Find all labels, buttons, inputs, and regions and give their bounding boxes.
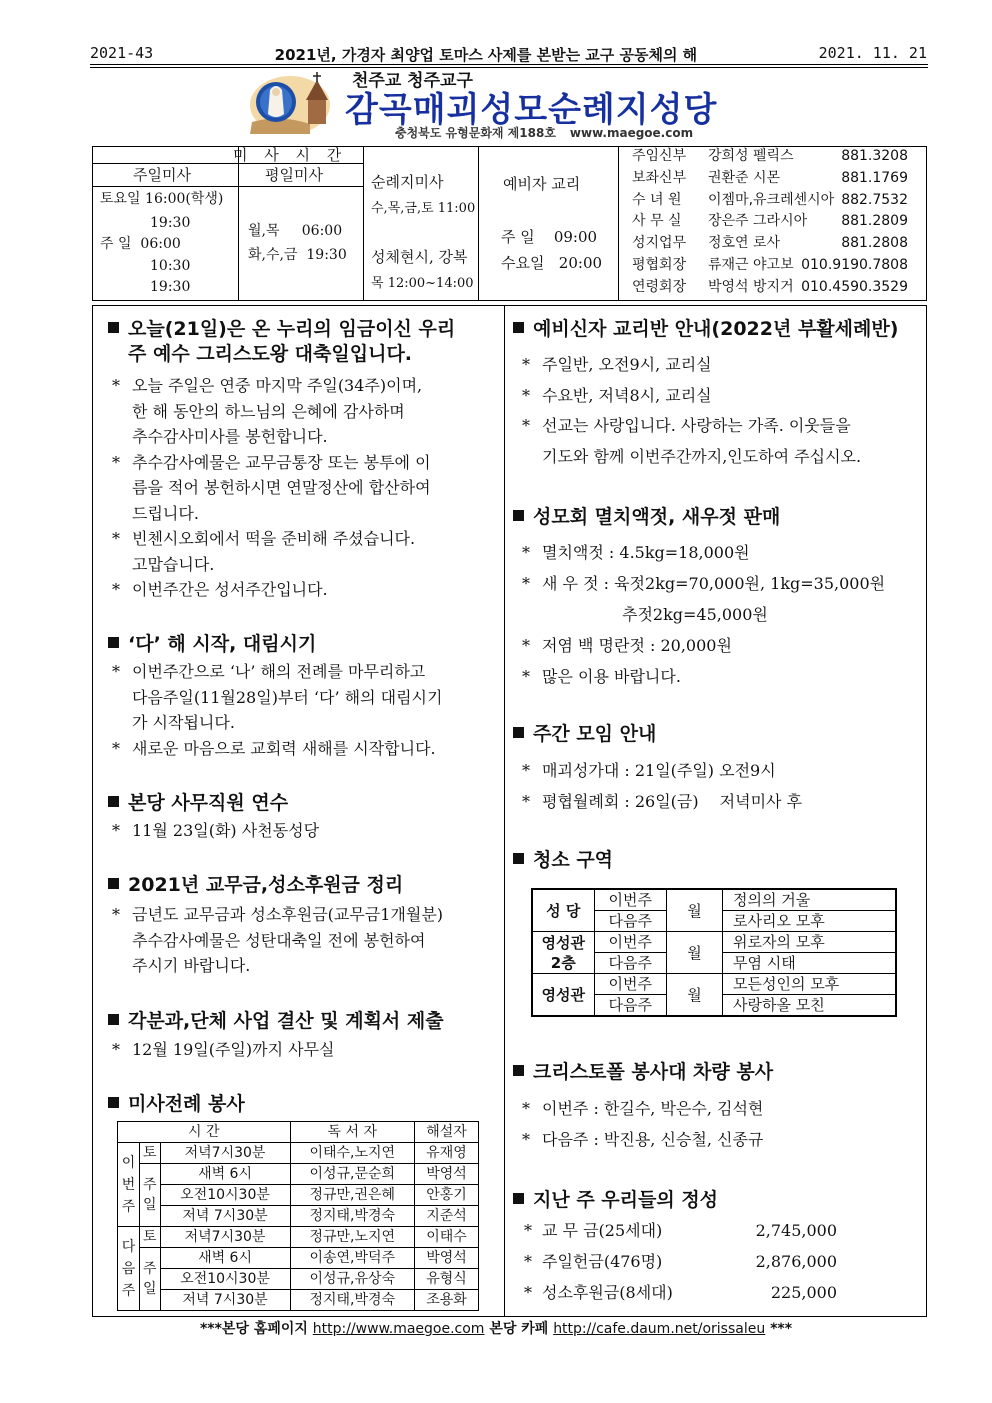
cleaning-group: 무염 시태 (723, 953, 896, 974)
cleaning-group: 사랑하올 모친 (723, 995, 896, 1017)
sauce-item (522, 568, 885, 599)
liturgy-time: 오전10시30분 (160, 1185, 290, 1206)
section-catechism-title: 예비신자 교리반 안내(2022년 부활세례반) (513, 317, 898, 342)
cafe-link[interactable]: http://cafe.daum.net/orissaleu (553, 1321, 766, 1337)
cleaning-group: 위로자의 모후 (723, 932, 896, 953)
liturgy-time: 저녁7시30분 (160, 1227, 290, 1248)
liturgy-head-comm: 해설자 (415, 1122, 479, 1143)
cleaning-group: 정의의 거울 (723, 889, 896, 911)
liturgy-time: 저녁 7시30분 (160, 1206, 290, 1227)
homepage-link[interactable]: http://www.maegoe.com (312, 1321, 485, 1337)
year-motto: 2021년, 가경자 최양업 토마스 사제를 본받는 교구 공동체의 해 (274, 46, 698, 64)
feast-item-text: 오늘 주일은 연중 마지막 주일(34주)이며, (132, 376, 423, 395)
report-item (112, 1037, 334, 1063)
liturgy-commentator: 유형식 (415, 1269, 479, 1290)
table-row (118, 1185, 479, 1206)
catechism-item-text: 선교는 사랑입니다. 사랑하는 가족. 이웃들을 (542, 416, 851, 435)
offering-amount: 2,745,000 (755, 1221, 837, 1240)
cleaning-place: 영성관 2층 (532, 932, 594, 974)
liturgy-day (140, 1248, 161, 1311)
staff-name: 박영석 방지거 (708, 278, 794, 295)
catechism-item-text: 주일반, 오전9시, 교리실 (542, 355, 712, 374)
top-line (90, 44, 927, 65)
bullet-star-icon: * (112, 1040, 120, 1059)
feast-item (112, 450, 431, 476)
table-row (532, 974, 896, 995)
training-item (112, 818, 319, 844)
cleaning-group: 로사리오 모후 (723, 911, 896, 932)
weekday-mass-label: 평일미사 (265, 166, 323, 184)
section-advent-items (112, 659, 442, 761)
sauce-item (522, 630, 885, 661)
feast-item (112, 424, 431, 450)
feast-item-text: 한 해 동안의 하느님의 은혜에 감사하며 (132, 401, 405, 421)
liturgy-commentator: 박영석 (415, 1164, 479, 1185)
footer-suffix: *** (770, 1321, 793, 1337)
bullet-star-icon: * (112, 452, 120, 472)
sunday-row-2: 주 일 06:00 (100, 236, 181, 252)
bullet-star-icon: * (112, 662, 120, 681)
cleaning-week: 이번주 (594, 932, 667, 953)
dues-item-text: 추수감사예물은 성탄대축일 전에 봉헌하여 (132, 930, 426, 950)
catechism-item-text: 수요반, 저녁8시, 교리실 (542, 385, 712, 405)
issue-date: 2021. 11. 21 (818, 44, 927, 62)
staff-phone: 881.1769 (841, 169, 908, 186)
staff-role: 보좌신부 (632, 169, 687, 186)
feast-item-text: 이번주간은 성서주간입니다. (132, 580, 328, 599)
bullet-star-icon: * (112, 821, 120, 840)
liturgy-day (140, 1164, 161, 1227)
dues-item (112, 902, 443, 928)
liturgy-head-time: 시 간 (118, 1122, 291, 1143)
pilgrim-mass-time: 수,목,금,토 11:00 (371, 201, 476, 216)
liturgy-week (118, 1227, 140, 1311)
adoration-label: 성체현시, 강복 (371, 248, 468, 266)
footer-middle: 본당 카페 (489, 1321, 549, 1337)
offering-amount: 2,876,000 (755, 1252, 837, 1271)
section-sauce-items (522, 537, 885, 692)
top-rule-2 (90, 67, 928, 68)
advent-item (112, 685, 442, 711)
advent-item (112, 710, 442, 736)
offering-label: 주일헌금(476명) (542, 1252, 663, 1271)
dues-item (112, 953, 443, 979)
staff-role: 사 무 실 (632, 213, 682, 230)
bullet-star-icon: * (112, 580, 120, 599)
section-liturgy-title: 미사전례 봉사 (108, 1092, 245, 1117)
liturgy-time: 새벽 6시 (160, 1164, 290, 1185)
advent-item-text: 다음주일(11월28일)부터 ‘다’ 해의 대림시기 (132, 687, 443, 707)
table-row (118, 1143, 479, 1164)
parish-subtitle (395, 124, 693, 141)
liturgy-commentator: 박영석 (415, 1248, 479, 1269)
advent-item (112, 659, 442, 685)
catechumen-label: 예비자 교리 (503, 175, 581, 193)
section-meetings-title: 주간 모임 안내 (513, 722, 656, 747)
week-char: 번 (121, 1176, 136, 1193)
advent-item (112, 736, 442, 762)
bullet-star-icon: * (112, 738, 120, 758)
staff-name: 강희성 펠릭스 (708, 148, 794, 164)
pilgrim-mass-label: 순례지미사 (371, 173, 444, 191)
section-feast-items (112, 373, 431, 603)
adoration-time: 목 12:00~14:00 (371, 276, 474, 291)
liturgy-readers: 이성규,문순희 (290, 1164, 414, 1185)
cleaning-day: 월 (667, 932, 723, 974)
staff-phone: 010.9190.7808 (801, 257, 908, 273)
sauce-item (522, 537, 885, 568)
section-catechism-items (522, 350, 861, 472)
sunday-row-3: 10:30 (150, 258, 191, 274)
staff-name: 정호연 로사 (708, 235, 781, 252)
section-offering-title: 지난 주 우리들의 정성 (513, 1188, 718, 1213)
liturgy-readers: 이성규,유상숙 (290, 1269, 414, 1290)
meeting-item-text: 평협월례회 : 26일(금) 저녁미사 후 (542, 792, 803, 811)
feast-item-text: 빈첸시오회에서 떡을 준비해 주셨습니다. (132, 529, 416, 548)
bullet-star-icon: * (522, 761, 530, 780)
offering-label: 교 무 금(25세대) (542, 1221, 663, 1240)
catechism-item (522, 411, 861, 442)
advent-item-text: 이번주간으로 ‘나’ 해의 전례를 마무리하고 (132, 662, 426, 681)
liturgy-time: 저녁 7시30분 (160, 1290, 290, 1311)
staff-phone: 881.2808 (841, 235, 908, 252)
cleaning-table (531, 888, 897, 1017)
dues-item-text: 금년도 교무금과 성소후원금(교무금1개월분) (132, 905, 444, 924)
vehicle-item-text: 다음주 : 박진용, 신승철, 신종규 (542, 1130, 764, 1149)
advent-item-text: 가 시작됩니다. (132, 713, 235, 732)
section-cleaning-title: 청소 구역 (513, 848, 613, 873)
info-box (92, 146, 927, 301)
parish-logo-icon (250, 70, 342, 136)
footer-prefix: ***본당 홈페이지 (199, 1321, 308, 1337)
day-char: 주 (143, 1261, 157, 1277)
footer (0, 1318, 992, 1338)
catechumen-row-1: 수요일 20:00 (501, 254, 603, 272)
feast-item (112, 475, 431, 501)
section-feast-title: 오늘(21일)은 온 누리의 임금이신 우리 주 예수 그리스도왕 대축일입니다. (108, 317, 455, 366)
staff-phone: 882.7532 (841, 191, 908, 208)
staff-name: 권환준 시몬 (708, 169, 781, 186)
cleaning-day: 월 (667, 889, 723, 932)
weekday-row-1: 화,수,금 19:30 (248, 247, 347, 263)
section-training-title: 본당 사무직원 연수 (108, 791, 288, 816)
cleaning-place: 성 당 (532, 889, 594, 932)
staff-name: 장은주 그라시아 (708, 213, 808, 230)
table-row (118, 1206, 479, 1227)
liturgy-commentator: 안홍기 (415, 1185, 479, 1206)
staff-role: 평협회장 (632, 257, 687, 273)
feast-item-text: 고맙습니다. (132, 554, 215, 574)
bullet-star-icon: * (522, 792, 530, 811)
staff-role: 주임신부 (632, 148, 687, 164)
feast-item (112, 577, 431, 603)
staff-phone: 010.4590.3529 (801, 278, 908, 295)
cleaning-group: 모든성인의 모후 (723, 974, 896, 995)
liturgy-readers: 이송연,박덕주 (290, 1248, 414, 1269)
cleaning-week: 다음주 (594, 911, 667, 932)
liturgy-time: 오전10시30분 (160, 1269, 290, 1290)
section-vehicle-title: 크리스토폴 봉사대 차량 봉사 (513, 1060, 773, 1085)
bullet-star-icon: * (522, 543, 530, 562)
bullet-star-icon: * (522, 385, 530, 405)
feast-item (112, 526, 431, 552)
feast-item (112, 373, 431, 399)
sunday-row-4: 19:30 (150, 279, 191, 295)
day-char: 일 (143, 1281, 157, 1297)
bullet-star-icon: * (112, 905, 120, 924)
sauce-item-text: 저염 백 명란젓 : 20,000원 (542, 636, 732, 655)
issue-number: 2021-43 (90, 44, 154, 62)
dues-item-text: 주시기 바랍니다. (132, 956, 251, 975)
sauce-item-text: 추젓2kg=45,000원 (542, 605, 768, 624)
table-row (532, 932, 896, 953)
feast-item-text: 추수감사예물은 교무금통장 또는 봉투에 이 (132, 452, 431, 472)
advent-item-text: 새로운 마음으로 교회력 새해를 시작합니다. (132, 738, 436, 758)
liturgy-readers: 정지태,박경숙 (290, 1206, 414, 1227)
liturgy-commentator: 조용화 (415, 1290, 479, 1311)
dues-item (112, 928, 443, 954)
staff-role: 연령회장 (632, 278, 687, 295)
bullet-star-icon: * (522, 574, 530, 593)
report-item-text: 12월 19일(주일)까지 사무실 (132, 1040, 335, 1059)
weekday-row-0: 월,목 06:00 (248, 223, 343, 239)
table-row (118, 1164, 479, 1185)
staff-role: 수 녀 원 (632, 191, 682, 208)
table-row (118, 1227, 479, 1248)
liturgy-readers: 이태수,노지연 (290, 1143, 414, 1164)
meeting-item (522, 755, 802, 786)
feast-item-text: 름을 적어 봉헌하시면 연말정산에 합산하여 (132, 478, 431, 497)
table-row (118, 1290, 479, 1311)
staff-phone: 881.3208 (841, 148, 908, 164)
catechism-item (522, 350, 861, 381)
staff-role: 성지업무 (632, 235, 687, 252)
staff-phone: 881.2809 (841, 213, 908, 230)
sauce-item-text: 멸치액젓 : 4.5kg=18,000원 (542, 543, 750, 562)
parish-name: 감곡매괴성모순례지성당 (345, 90, 718, 130)
feast-item (112, 399, 431, 425)
section-report-items (112, 1037, 334, 1063)
liturgy-head-readers: 독 서 자 (290, 1122, 414, 1143)
day-char: 일 (143, 1197, 157, 1213)
table-row (532, 889, 896, 911)
cleaning-place: 영성관 (532, 974, 594, 1017)
training-item-text: 11월 23일(화) 사천동성당 (132, 821, 320, 840)
bullet-star-icon: * (524, 1283, 532, 1302)
vehicle-item (522, 1093, 763, 1124)
staff-name: 이젬마,유크레센시아 (708, 191, 835, 208)
cleaning-day: 월 (667, 974, 723, 1017)
feast-item (112, 501, 431, 527)
bullet-star-icon: * (522, 636, 530, 655)
liturgy-readers: 정지태,박경숙 (290, 1290, 414, 1311)
vehicle-item (522, 1124, 763, 1155)
staff-name: 류재근 야고보 (708, 257, 794, 273)
bullet-star-icon: * (522, 1130, 530, 1149)
cleaning-week: 이번주 (594, 889, 667, 911)
sunday-row-0: 토요일 16:00(학생) (100, 191, 224, 207)
bullet-star-icon: * (522, 667, 530, 686)
section-vehicle-items (522, 1093, 763, 1155)
week-char: 다 (121, 1238, 136, 1255)
bullet-star-icon: * (524, 1252, 532, 1271)
cleaning-week: 다음주 (594, 995, 667, 1017)
top-rule (90, 64, 928, 65)
catechumen-row-0: 주 일 09:00 (501, 228, 598, 246)
sunday-mass-label: 주일미사 (133, 166, 191, 184)
table-row (118, 1269, 479, 1290)
week-char: 주 (121, 1282, 136, 1299)
table-row (118, 1248, 479, 1269)
cleaning-week: 이번주 (594, 974, 667, 995)
catechism-item-text: 기도와 함께 이번주간까지,인도하여 주십시오. (542, 446, 862, 466)
liturgy-time: 저녁7시30분 (160, 1143, 290, 1164)
website-label: www.maegoe.com (569, 126, 694, 140)
heritage-label: 충청북도 유형문화재 제188호 (395, 126, 556, 140)
week-char: 음 (121, 1260, 136, 1277)
sauce-item-text: 새 우 젓 : 육젓2kg=70,000원, 1kg=35,000원 (542, 574, 886, 593)
liturgy-commentator: 유재영 (415, 1143, 479, 1164)
bullet-star-icon: * (524, 1221, 532, 1240)
liturgy-week (118, 1143, 140, 1227)
liturgy-commentator: 이태수 (415, 1227, 479, 1248)
catechism-item (522, 442, 861, 473)
section-dues-title: 2021년 교무금,성소후원금 정리 (108, 873, 403, 898)
offering-label: 성소후원금(8세대) (542, 1283, 673, 1302)
bullet-star-icon: * (522, 355, 530, 374)
bullet-star-icon: * (112, 529, 120, 548)
cleaning-week: 다음주 (594, 953, 667, 974)
liturgy-table (117, 1121, 479, 1311)
vehicle-item-text: 이번주 : 한길수, 박은수, 김석현 (542, 1099, 764, 1118)
day-char: 주 (143, 1177, 157, 1193)
catechism-item (522, 381, 861, 412)
feast-item-text: 추수감사미사를 봉헌합니다. (132, 427, 328, 446)
section-meetings-items (522, 755, 802, 817)
liturgy-readers: 정규만,권은혜 (290, 1185, 414, 1206)
offering-amount: 225,000 (770, 1283, 837, 1302)
sunday-row-1: 19:30 (150, 215, 191, 231)
liturgy-readers: 정규만,노지연 (290, 1227, 414, 1248)
meeting-item-text: 매괴성가대 : 21일(주일) 오전9시 (542, 761, 776, 780)
week-char: 주 (121, 1198, 136, 1215)
liturgy-day: 토 (140, 1143, 161, 1164)
section-report-title: 각분과,단체 사업 결산 및 계획서 제출 (108, 1009, 444, 1034)
sauce-item-text: 많은 이용 바랍니다. (542, 667, 681, 686)
mass-times-title: 미 사 시 간 (233, 146, 348, 164)
feast-item (112, 552, 431, 578)
liturgy-commentator: 지준석 (415, 1206, 479, 1227)
bullet-star-icon: * (522, 1099, 530, 1118)
section-training-items (112, 818, 319, 844)
sauce-item (522, 599, 885, 630)
feast-item-text: 드립니다. (132, 503, 199, 523)
sauce-item (522, 661, 885, 692)
bullet-star-icon: * (112, 376, 120, 395)
diocese-name: 천주교 청주교구 (352, 71, 473, 91)
week-char: 이 (121, 1154, 136, 1171)
section-dues-items (112, 902, 443, 979)
bullet-star-icon: * (522, 416, 530, 435)
liturgy-day: 토 (140, 1227, 161, 1248)
section-advent-title: ‘다’ 해 시작, 대림시기 (108, 632, 316, 657)
column-divider (504, 305, 505, 1317)
section-sauce-title: 성모회 멸치액젓, 새우젓 판매 (513, 505, 780, 530)
meeting-item (522, 786, 802, 817)
liturgy-time: 새벽 6시 (160, 1248, 290, 1269)
